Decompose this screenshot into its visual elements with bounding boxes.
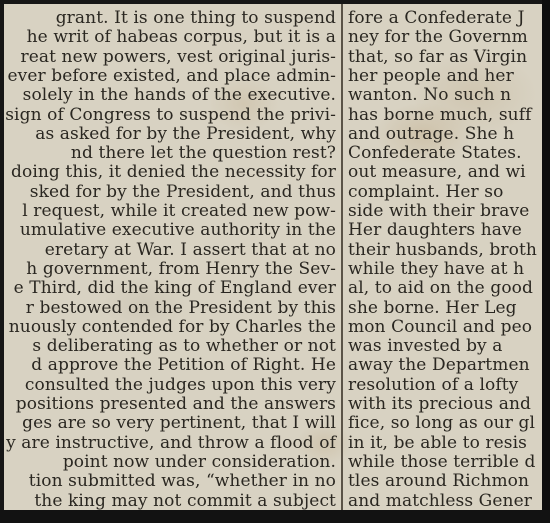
- text-line: with its precious and: [348, 394, 531, 414]
- text-line: while those terrible d: [348, 451, 536, 472]
- text-line: as asked for by the President, why: [35, 123, 336, 144]
- text-line: while they have at h: [348, 258, 525, 279]
- text-line: fice, so long as our gl: [348, 413, 535, 434]
- scan-edge-right: [542, 0, 550, 523]
- text-line: consulted the judges upon this very: [24, 374, 336, 395]
- text-line: nuously contended for by Charles the: [8, 316, 336, 337]
- text-line: the king may not commit a subject: [34, 490, 336, 510]
- text-line: their husbands, broth: [348, 239, 537, 260]
- text-line: s deliberating as to whether or not: [32, 336, 336, 357]
- text-line: al, to aid on the good: [348, 278, 533, 299]
- text-line: doing this, it denied the necessity for: [11, 162, 336, 183]
- text-line: and outrage. She h: [348, 123, 515, 144]
- text-line: nd there let the question rest?: [70, 143, 336, 164]
- text-line: tion submitted was, “whether in no: [28, 471, 336, 492]
- text-line: umulative executive authority in the: [19, 220, 336, 241]
- right-text-column: [346, 4, 542, 510]
- text-line: grant. It is one thing to suspend: [55, 8, 336, 28]
- text-line: in it, be able to resis: [348, 432, 527, 453]
- text-line: mon Council and peo: [348, 316, 533, 337]
- text-line: eretary at War. I assert that at no: [44, 239, 336, 260]
- text-line: ever before existed, and place admin-: [7, 65, 336, 86]
- text-line: was invested by a: [348, 336, 503, 357]
- text-line: positions presented and the answers: [15, 394, 336, 414]
- text-line: e Third, did the king of England ever: [13, 278, 336, 299]
- text-line: ney for the Governm: [348, 27, 528, 48]
- text-line: away the Departmen: [348, 355, 530, 376]
- left-text-column: [4, 4, 338, 510]
- text-line: point now under consideration.: [62, 451, 336, 472]
- text-line: h government, from Henry the Sev-: [26, 258, 336, 279]
- column-rule: [341, 4, 343, 510]
- text-line: has borne much, suff: [348, 104, 532, 125]
- newspaper-clipping: [4, 4, 542, 510]
- text-line: side with their brave: [348, 201, 530, 221]
- text-line: she borne. Her Leg: [348, 297, 517, 318]
- text-line: wanton. No such n: [348, 85, 512, 106]
- text-line: and matchless Gener: [348, 490, 532, 510]
- text-line: complaint. Her so: [348, 181, 504, 202]
- text-line: d approve the Petition of Right. He: [31, 355, 336, 376]
- text-line: Her daughters have: [348, 220, 522, 241]
- text-line: y are instructive, and throw a flood of: [6, 432, 336, 453]
- text-line: he writ of habeas corpus, but it is a: [26, 27, 336, 48]
- text-line: out measure, and wi: [348, 162, 526, 183]
- text-line: sked for by the President, and thus: [29, 181, 336, 202]
- text-line: fore a Confederate J: [348, 8, 525, 28]
- text-line: solely in the hands of the executive.: [22, 85, 336, 106]
- text-line: r bestowed on the President by this: [25, 297, 336, 318]
- text-line: her people and her: [348, 65, 514, 86]
- text-line: l request, while it created new pow-: [22, 201, 336, 221]
- text-line: ges are so very pertinent, that I will: [22, 413, 336, 434]
- text-line: tles around Richmon: [348, 471, 530, 492]
- text-line: sign of Congress to suspend the privi-: [5, 104, 336, 125]
- text-line: that, so far as Virgin: [348, 46, 528, 67]
- text-line: Confederate States.: [348, 143, 522, 164]
- text-line: resolution of a lofty: [348, 374, 519, 395]
- text-line: reat new powers, vest original juris-: [20, 46, 336, 67]
- scan-edge-bottom: [0, 510, 550, 523]
